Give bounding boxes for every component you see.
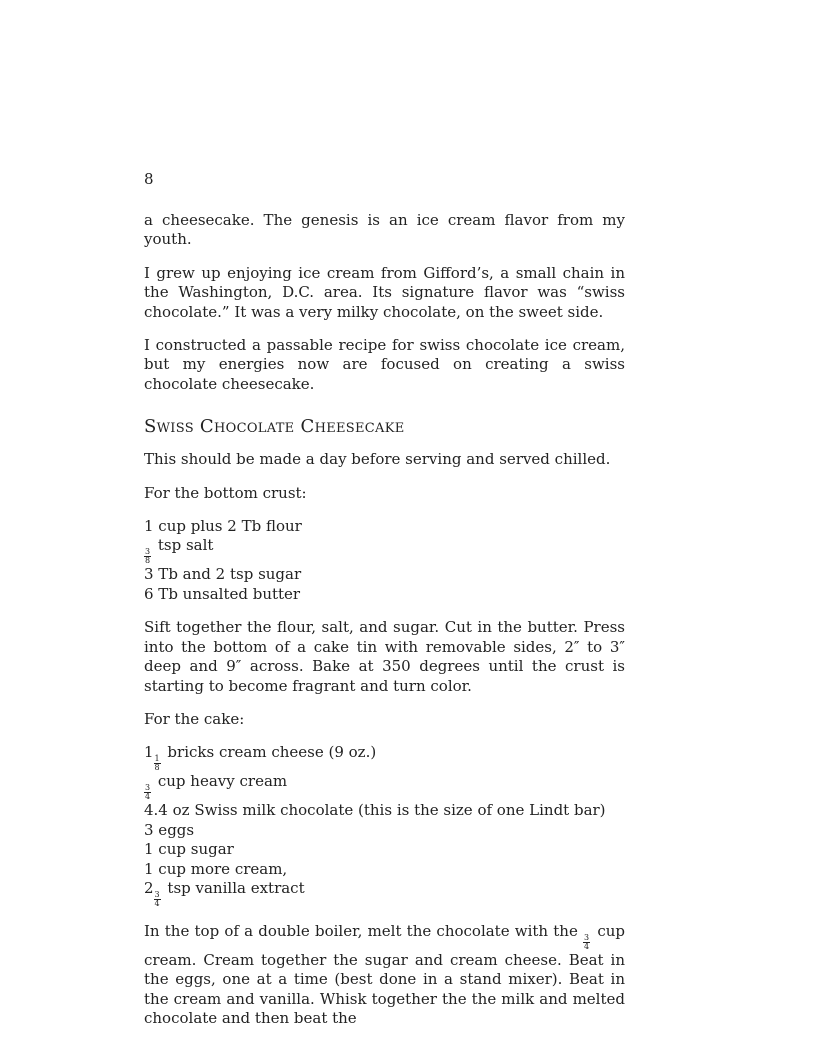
cake-instructions	[144, 922, 625, 1029]
recipe-title: Swiss Chocolate Cheesecake	[144, 416, 405, 438]
ingredient-text: 6 Tb unsalted butter	[144, 584, 301, 603]
ingredient-text: 3 eggs	[144, 820, 195, 839]
cake-ingredient	[144, 860, 625, 879]
ingredient-text: tsp salt	[157, 536, 214, 555]
ingredient-text: 4.4 oz Swiss milk chocolate (this is the size of one Lindt bar)	[144, 801, 606, 820]
fraction-denominator: 4	[584, 941, 590, 951]
fraction-numerator: 3	[154, 889, 160, 899]
crust-ingredient	[144, 517, 625, 536]
crust-ingredient	[144, 585, 625, 604]
crust-instructions: Sift together the flour, salt, and sugar. Cut in the butter. Press into the bottom of a cake tin with removable sides, 2″ to 3″ deep and 9″ across. Bake at 350 degrees until the crust is starting to become fragrant and turn color.	[144, 618, 625, 695]
cake-ingredient	[144, 743, 625, 772]
ingredient-text: 1 cup more cream,	[144, 859, 288, 878]
cake-ingredient	[144, 840, 625, 859]
fraction	[583, 934, 590, 951]
cake-ingredient	[144, 772, 625, 801]
cake-ingredient	[144, 879, 625, 908]
fraction-numerator: 3	[145, 783, 151, 793]
whole-number: 1	[144, 743, 154, 762]
whole-number: 2	[144, 878, 154, 897]
cake-ingredient	[144, 801, 625, 820]
ingredient-text: 1 cup sugar	[144, 840, 234, 859]
fraction-numerator: 1	[154, 754, 160, 764]
cake-ingredient	[144, 821, 625, 840]
fraction-denominator: 4	[154, 898, 160, 908]
fraction-numerator: 3	[584, 932, 590, 942]
recipe-note: This should be made a day before serving and served chilled.	[144, 450, 611, 469]
crust-ingredient	[144, 565, 625, 584]
crust-label: For the bottom crust:	[144, 483, 307, 502]
instructions-text: In the top of a double boiler, melt the chocolate with the	[144, 921, 578, 940]
instructions-text: cup cream. Cream together the sugar and cream cheese. Beat in the eggs, one at a time (best done in a stand mixer). Beat in the cream and vanilla. Whisk together the the milk and melted chocolate and then beat the	[144, 921, 625, 1028]
intro-paragraph-1: a cheesecake. The genesis is an ice cream flavor from my youth.	[144, 211, 625, 249]
cake-ingredient-list	[144, 743, 625, 908]
fraction-numerator: 3	[145, 547, 151, 557]
document-body	[144, 211, 625, 1029]
fraction-denominator: 8	[154, 763, 160, 773]
fraction	[154, 755, 161, 772]
ingredient-text: 3 Tb and 2 tsp sugar	[144, 565, 302, 584]
fraction	[154, 891, 161, 908]
crust-ingredient	[144, 536, 625, 565]
crust-ingredient-list	[144, 517, 625, 604]
page-number: 8	[144, 170, 154, 188]
intro-paragraph-2: I grew up enjoying ice cream from Gifford’s, a small chain in the Washington, D.C. area. Its signature flavor was “swiss chocolate.” It was a very milky chocolate, on the sweet side.	[144, 263, 625, 321]
fraction	[144, 784, 151, 801]
ingredient-text: cup heavy cream	[157, 772, 288, 791]
ingredient-text: bricks cream cheese (9 oz.)	[167, 743, 377, 762]
fraction	[144, 548, 151, 565]
fraction-denominator: 8	[145, 556, 151, 566]
cake-label: For the cake:	[144, 709, 245, 728]
ingredient-text: tsp vanilla extract	[167, 878, 305, 897]
intro-paragraph-3: I constructed a passable recipe for swiss chocolate ice cream, but my energies now are focused on creating a swiss chocolate cheesecake.	[144, 336, 625, 393]
ingredient-text: 1 cup plus 2 Tb flour	[144, 517, 302, 536]
fraction-denominator: 4	[145, 792, 151, 802]
